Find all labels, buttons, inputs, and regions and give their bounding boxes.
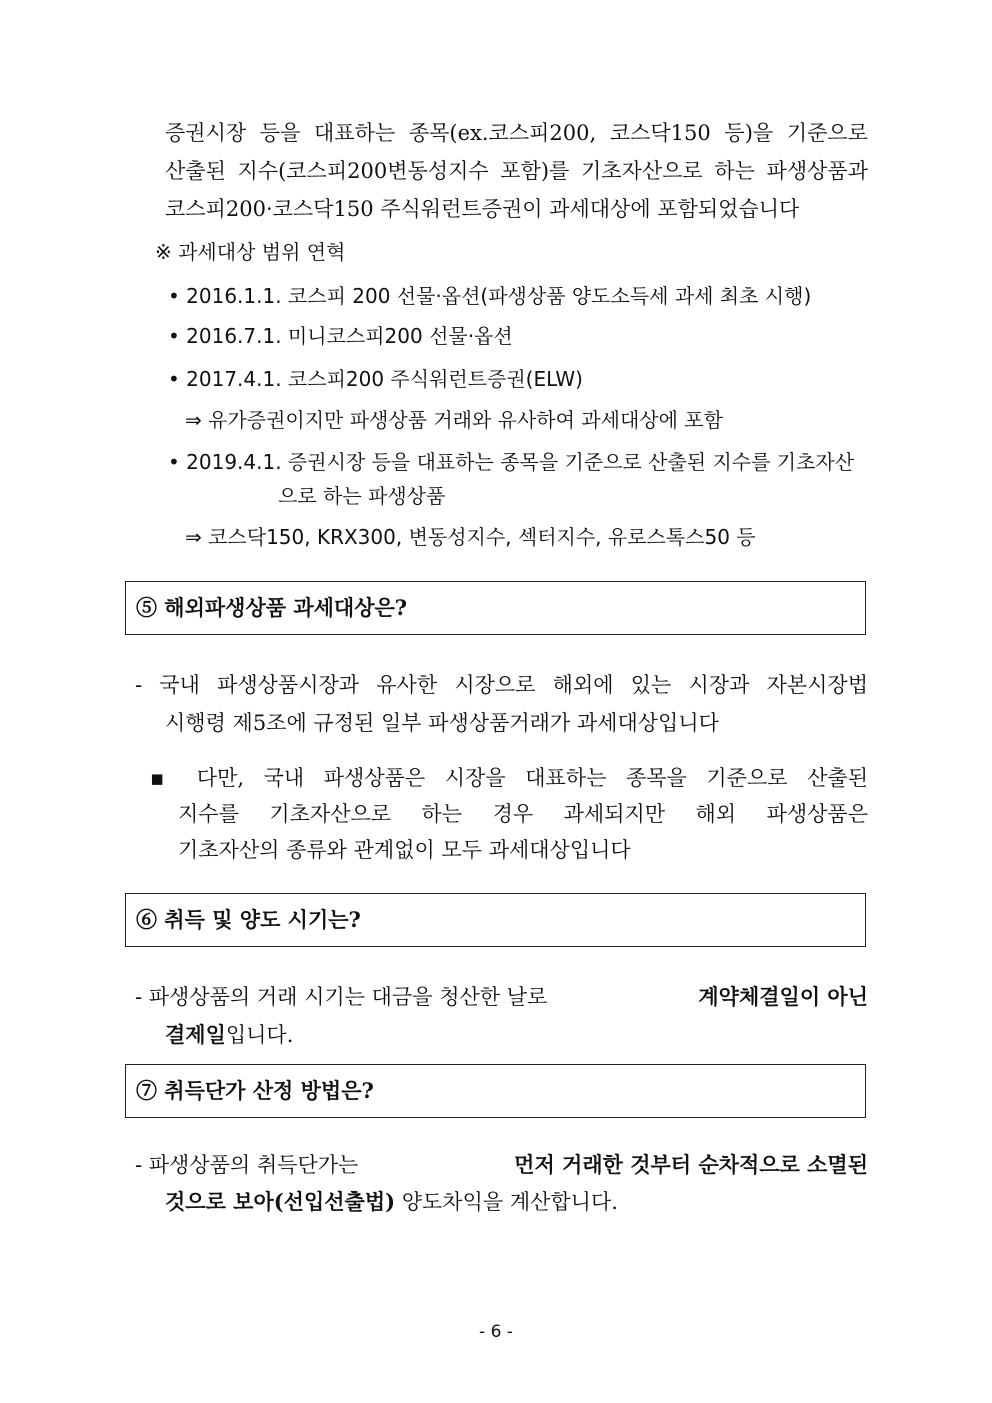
- section-6-title-box: [125, 893, 866, 947]
- page-number: - 6 -: [479, 1322, 513, 1342]
- intro-line-2: 산출된 지수(코스피200변동성지수 포함)를 기초자산으로 하는 파생상품과: [165, 159, 868, 183]
- history-item-2019-4-line-2: 으로 하는 파생상품: [278, 484, 446, 508]
- history-heading: ※ 과세대상 범위 연혁: [155, 240, 346, 264]
- section-5-title-box: [125, 581, 866, 635]
- section-6-title: ⑥ 취득 및 양도 시기는?: [136, 907, 361, 932]
- section-5-para-2-line-1: ▪ 다만, 국내 파생상품은 시장을 대표하는 종목을 기준으로 산출된: [150, 766, 868, 790]
- history-item-2016-1: • 2016.1.1. 코스피 200 선물·옵션(파생상품 양도소득세 과세 최초 시행): [168, 284, 812, 308]
- section-6-para-line-1: [135, 982, 868, 1012]
- section-5-para-1-line-1: - 국내 파생상품시장과 유사한 시장으로 해외에 있는 시장과 자본시장법: [135, 673, 868, 697]
- history-item-2019-4-note: ⇒ 코스닥150, KRX300, 변동성지수, 섹터지수, 유로스톡스50 등: [185, 525, 756, 549]
- section-7-para-line-1: [135, 1150, 868, 1180]
- section-7-title-box: [125, 1064, 866, 1118]
- section-7-para-line-1-text: - 파생상품의 취득단가는: [135, 1153, 365, 1177]
- intro-line-3: 코스피200·코스닥150 주식워런트증권이 과세대상에 포함되었습니다: [165, 197, 800, 221]
- section-5-para-1-line-2: 시행령 제5조에 규정된 일부 파생상품거래가 과세대상입니다: [165, 711, 719, 735]
- section-6-para-line-1-text: - 파생상품의 거래 시기는 대금을 청산한 날로: [135, 985, 554, 1009]
- history-item-2019-4-line-1: • 2019.4.1. 증권시장 등을 대표하는 종목을 기준으로 산출된 지수를 기초자산: [168, 450, 855, 474]
- history-item-2016-7: • 2016.7.1. 미니코스피200 선물·옵션: [168, 324, 513, 348]
- section-6-emphasis-2: 결제일: [165, 1022, 226, 1047]
- section-6-para-line-2: [165, 1020, 293, 1050]
- section-7-para-line-2: [165, 1187, 618, 1217]
- section-7-emphasis-2: 것으로 보아(선입선출법): [165, 1189, 396, 1214]
- section-5-para-2-line-3: 기초자산의 종류와 관계없이 모두 과세대상입니다: [178, 838, 631, 862]
- history-item-2017-4-note: ⇒ 유가증권이지만 파생상품 거래와 유사하여 과세대상에 포함: [185, 408, 723, 432]
- section-5-para-2-line-2: 지수를 기초자산으로 하는 경우 과세되지만 해외 파생상품은: [178, 802, 868, 826]
- section-5-title: ⑤ 해외파생상품 과세대상은?: [136, 595, 408, 620]
- section-7-emphasis-1: 먼저 거래한 것부터 순차적으로 소멸된: [514, 1152, 868, 1177]
- history-item-2017-4: • 2017.4.1. 코스피200 주식워런트증권(ELW): [168, 367, 583, 391]
- section-7-para-line-2-text: 양도차익을 계산합니다.: [395, 1190, 618, 1214]
- section-6-emphasis-1: 계약체결일이 아닌: [698, 984, 868, 1009]
- section-7-title: ⑦ 취득단가 산정 방법은?: [136, 1078, 374, 1103]
- intro-line-1: 증권시장 등을 대표하는 종목(ex.코스피200, 코스닥150 등)을 기준으로: [165, 121, 868, 145]
- section-6-para-line-2-text: 입니다.: [225, 1023, 294, 1047]
